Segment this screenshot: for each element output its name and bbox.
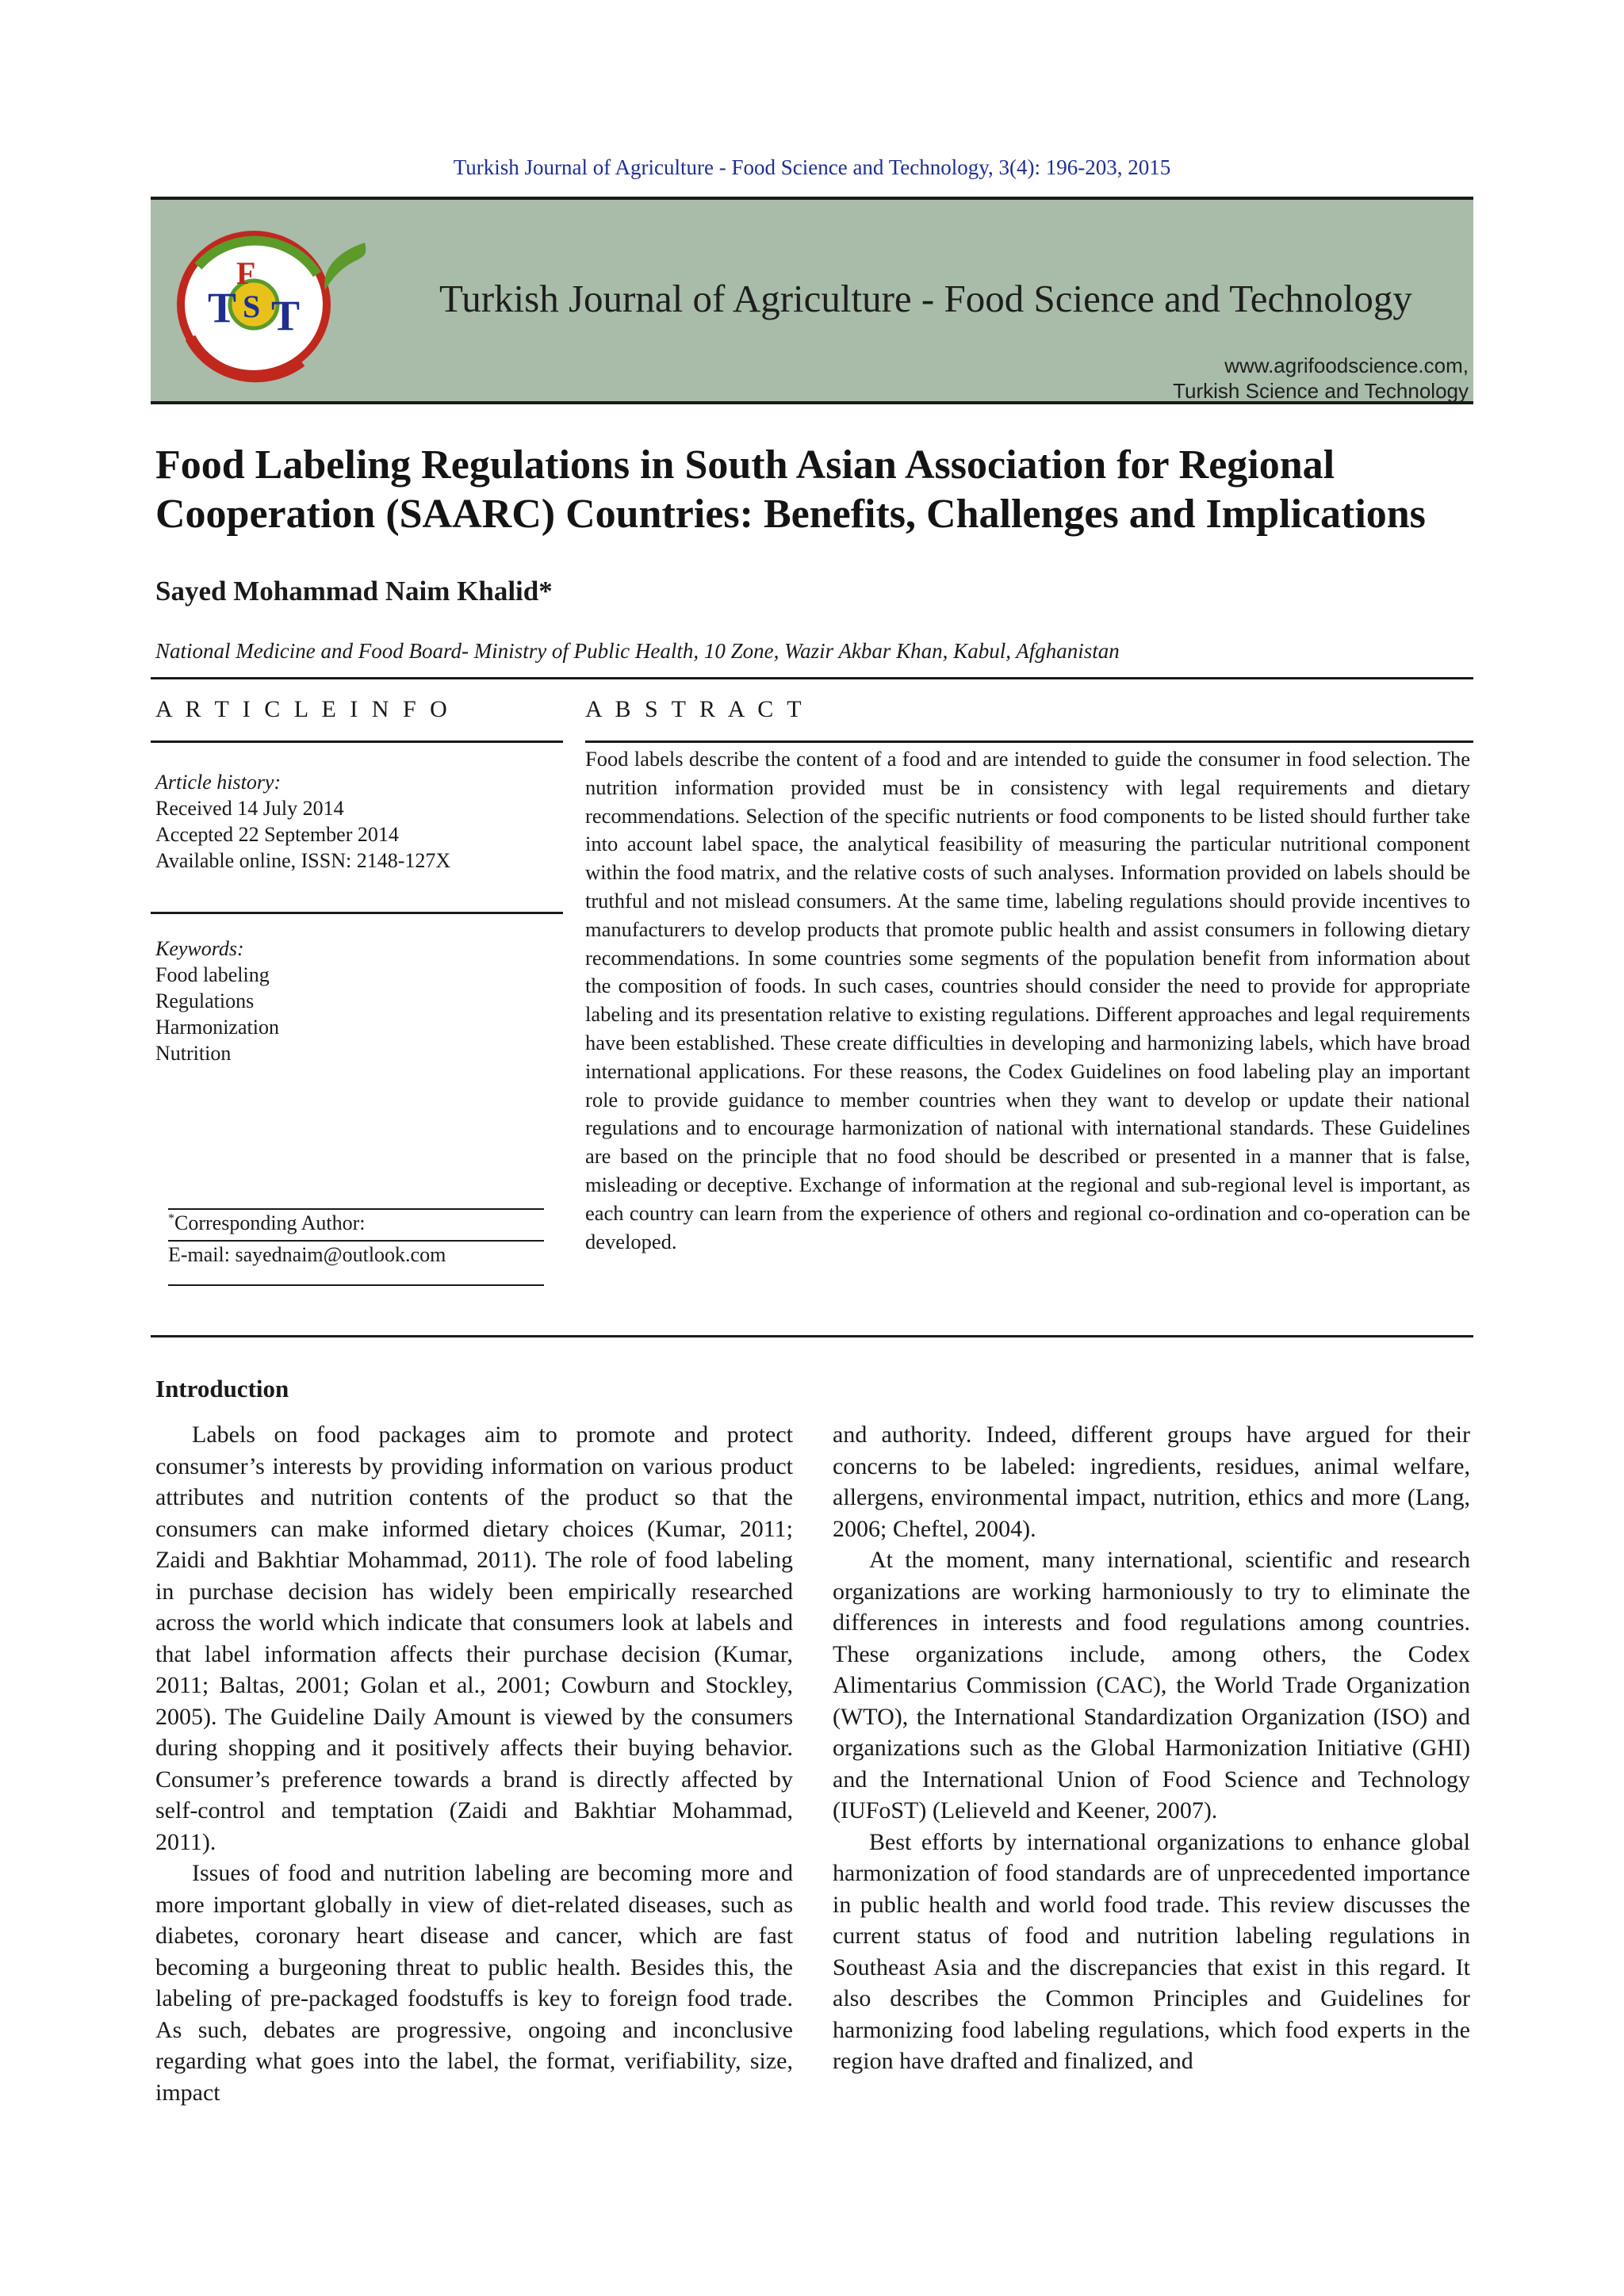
svg-text:T: T [271, 292, 301, 339]
received-date: Received 14 July 2014 [155, 797, 344, 820]
paragraph: Labels on food packages aim to promote and protect consumer’s interests by providing information on various product attributes and nutrition contents of the product so that the consumers can make informed dietary choices (Kumar, 2011; Zaidi and Bakhtiar Mohammad, 2011). The role of food labeling in purchase decision has widely been empirically researched across the world which indicate that consumers look at labels and that label information affects their purchase decision (Kumar, 2011; Baltas, 2001; Golan et al., 2001; Cowburn and Stockley, 2005). The Guideline Daily Amount is viewed by the consumers during shopping and it positively affects their buying behavior. Consumer’s preference towards a brand is directly affected by self-control and temptation (Zaidi and Bakhtiar Mohammad, 2011). [155, 1422, 793, 1855]
divider-abstract [585, 740, 1473, 743]
corresponding-email[interactable]: E-mail: sayednaim@outlook.com [168, 1243, 446, 1266]
keyword: Food labeling [155, 963, 270, 986]
article-title: Food Labeling Regulations in South Asian Association for Regional Cooperation (SAARC) Countries: Benefits, Challenges and Implications [155, 442, 1426, 537]
history-label: Article history: [155, 771, 282, 794]
corresponding-mark: * [168, 1211, 174, 1226]
divider-bottom [151, 1335, 1473, 1337]
keyword: Nutrition [155, 1042, 232, 1065]
online-issn: Available online, ISSN: 2148-127X [155, 849, 451, 872]
svg-text:T: T [208, 284, 237, 331]
keywords-label: Keywords: [155, 937, 244, 960]
svg-text:S: S [243, 289, 261, 324]
divider-corr-bottom [168, 1284, 544, 1286]
divider-top [151, 677, 1473, 679]
article-author: Sayed Mohammad Naim Khalid* [155, 576, 553, 607]
paragraph: Issues of food and nutrition labeling are becoming more and more important globally in view of diet-related diseases, such as diabetes, coronary heart disease and cancer, which are fast becoming a burgeoning threat to public health. Besides this, the labeling of pre-packaged foodstuffs is key to foreign food trade. As such, debates are progressive, ongoing and inconclusive regarding what goes into the label, the format, verifiability, size, impact [155, 1860, 793, 2106]
paragraph: and authority. Indeed, different groups have argued for their concerns to be labeled: ingredients, residues, animal welfare, allergens, environmental impact, nutrition, ethics and more (Lang, 2006; Cheftel, 2004). [833, 1422, 1470, 1542]
journal-url[interactable]: www.agrifoodscience.com, [1224, 354, 1469, 377]
accepted-date: Accepted 22 September 2014 [155, 823, 399, 846]
paragraph: At the moment, many international, scientific and research organizations are working harmoniously to try to eliminate the differences in interests and food regulations among countries. These organizations include, among others, the Codex Alimentarius Commission (CAC), the World Trade Organization (WTO), the International Standardization Organization (ISO) and organizations such as the Global Harmonization Initiative (GHI) and the International Union of Food Science and Technology (IUFoST) (Lelieveld and Keener, 2007). [833, 1547, 1470, 1823]
article-info-heading: A R T I C L E I N F O [155, 696, 451, 722]
divider-corr-top [168, 1208, 544, 1210]
corresponding-author [168, 1211, 366, 1235]
journal-publisher: Turkish Science and Technology [1173, 379, 1469, 403]
svg-text:F: F [236, 255, 256, 291]
divider-corr-mid [168, 1240, 544, 1242]
corresponding-label: Corresponding Author: [174, 1211, 366, 1234]
author-affiliation: National Medicine and Food Board- Ministry of Public Health, 10 Zone, Wazir Akbar Khan, Kabul, Afghanistan [155, 639, 1120, 663]
divider-info [151, 740, 563, 743]
right-column [833, 1419, 1470, 2077]
journal-name: Turkish Journal of Agriculture - Food Science and Technology [439, 277, 1412, 320]
introduction-heading: Introduction [155, 1375, 289, 1402]
keyword: Regulations [155, 989, 255, 1012]
keywords-block [155, 936, 279, 1066]
journal-banner [151, 197, 1473, 404]
left-column [155, 1419, 793, 2108]
journal-logo-icon [167, 219, 373, 385]
abstract-heading: A B S T R A C T [585, 696, 806, 722]
keyword: Harmonization [155, 1016, 279, 1039]
divider-history [151, 912, 563, 914]
abstract-text: Food labels describe the content of a food and are intended to guide the consumer in food selection. The nutrition information provided must be in consistency with legal requirements and dietary recommendations. Selection of the specific nutrients or food components to be listed should further take into account label space, the analytical feasibility of measuring the particular nutritional component within the food matrix, and the relative costs of such analyses. Information provided on labels should be truthful and not mislead consumers. At the same time, labeling regulations should provide incentives to manufacturers to develop products that promote public health and assist consumers in following dietary recommendations. In some countries some segments of the population benefit from information about the composition of foods. In such cases, countries should consider the need to provide for appropriate labeling and its presentation relative to existing regulations. Different approaches and legal requirements have been established. These create difficulties in developing and harmonizing labels, which have broad international applications. For these reasons, the Codex Guidelines on food labeling play an important role to provide guidance to member countries when they want to develop or update their national regulations and to encourage harmonization of national with international standards. These Guidelines are based on the principle that no food should be described or presented in a manner that is false, misleading or deceptive. Exchange of information at the regional and sub-regional level is important, as each country can learn from the experience of others and regional co-ordination and co-operation can be developed. [585, 747, 1470, 1253]
article-history [155, 769, 450, 874]
paragraph: Best efforts by international organizations to enhance global harmonization of food standards are of unprecedented importance in public health and world food trade. This review discusses the current status of food and nutrition labeling regulations in Southeast Asia and the discrepancies that exist in this regard. It also describes the Common Principles and Guidelines for harmonizing food labeling regulations, which food experts in the region have drafted and finalized, and [833, 1828, 1470, 2074]
running-head: Turkish Journal of Agriculture - Food Science and Technology, 3(4): 196-203, 2015 [453, 155, 1171, 179]
